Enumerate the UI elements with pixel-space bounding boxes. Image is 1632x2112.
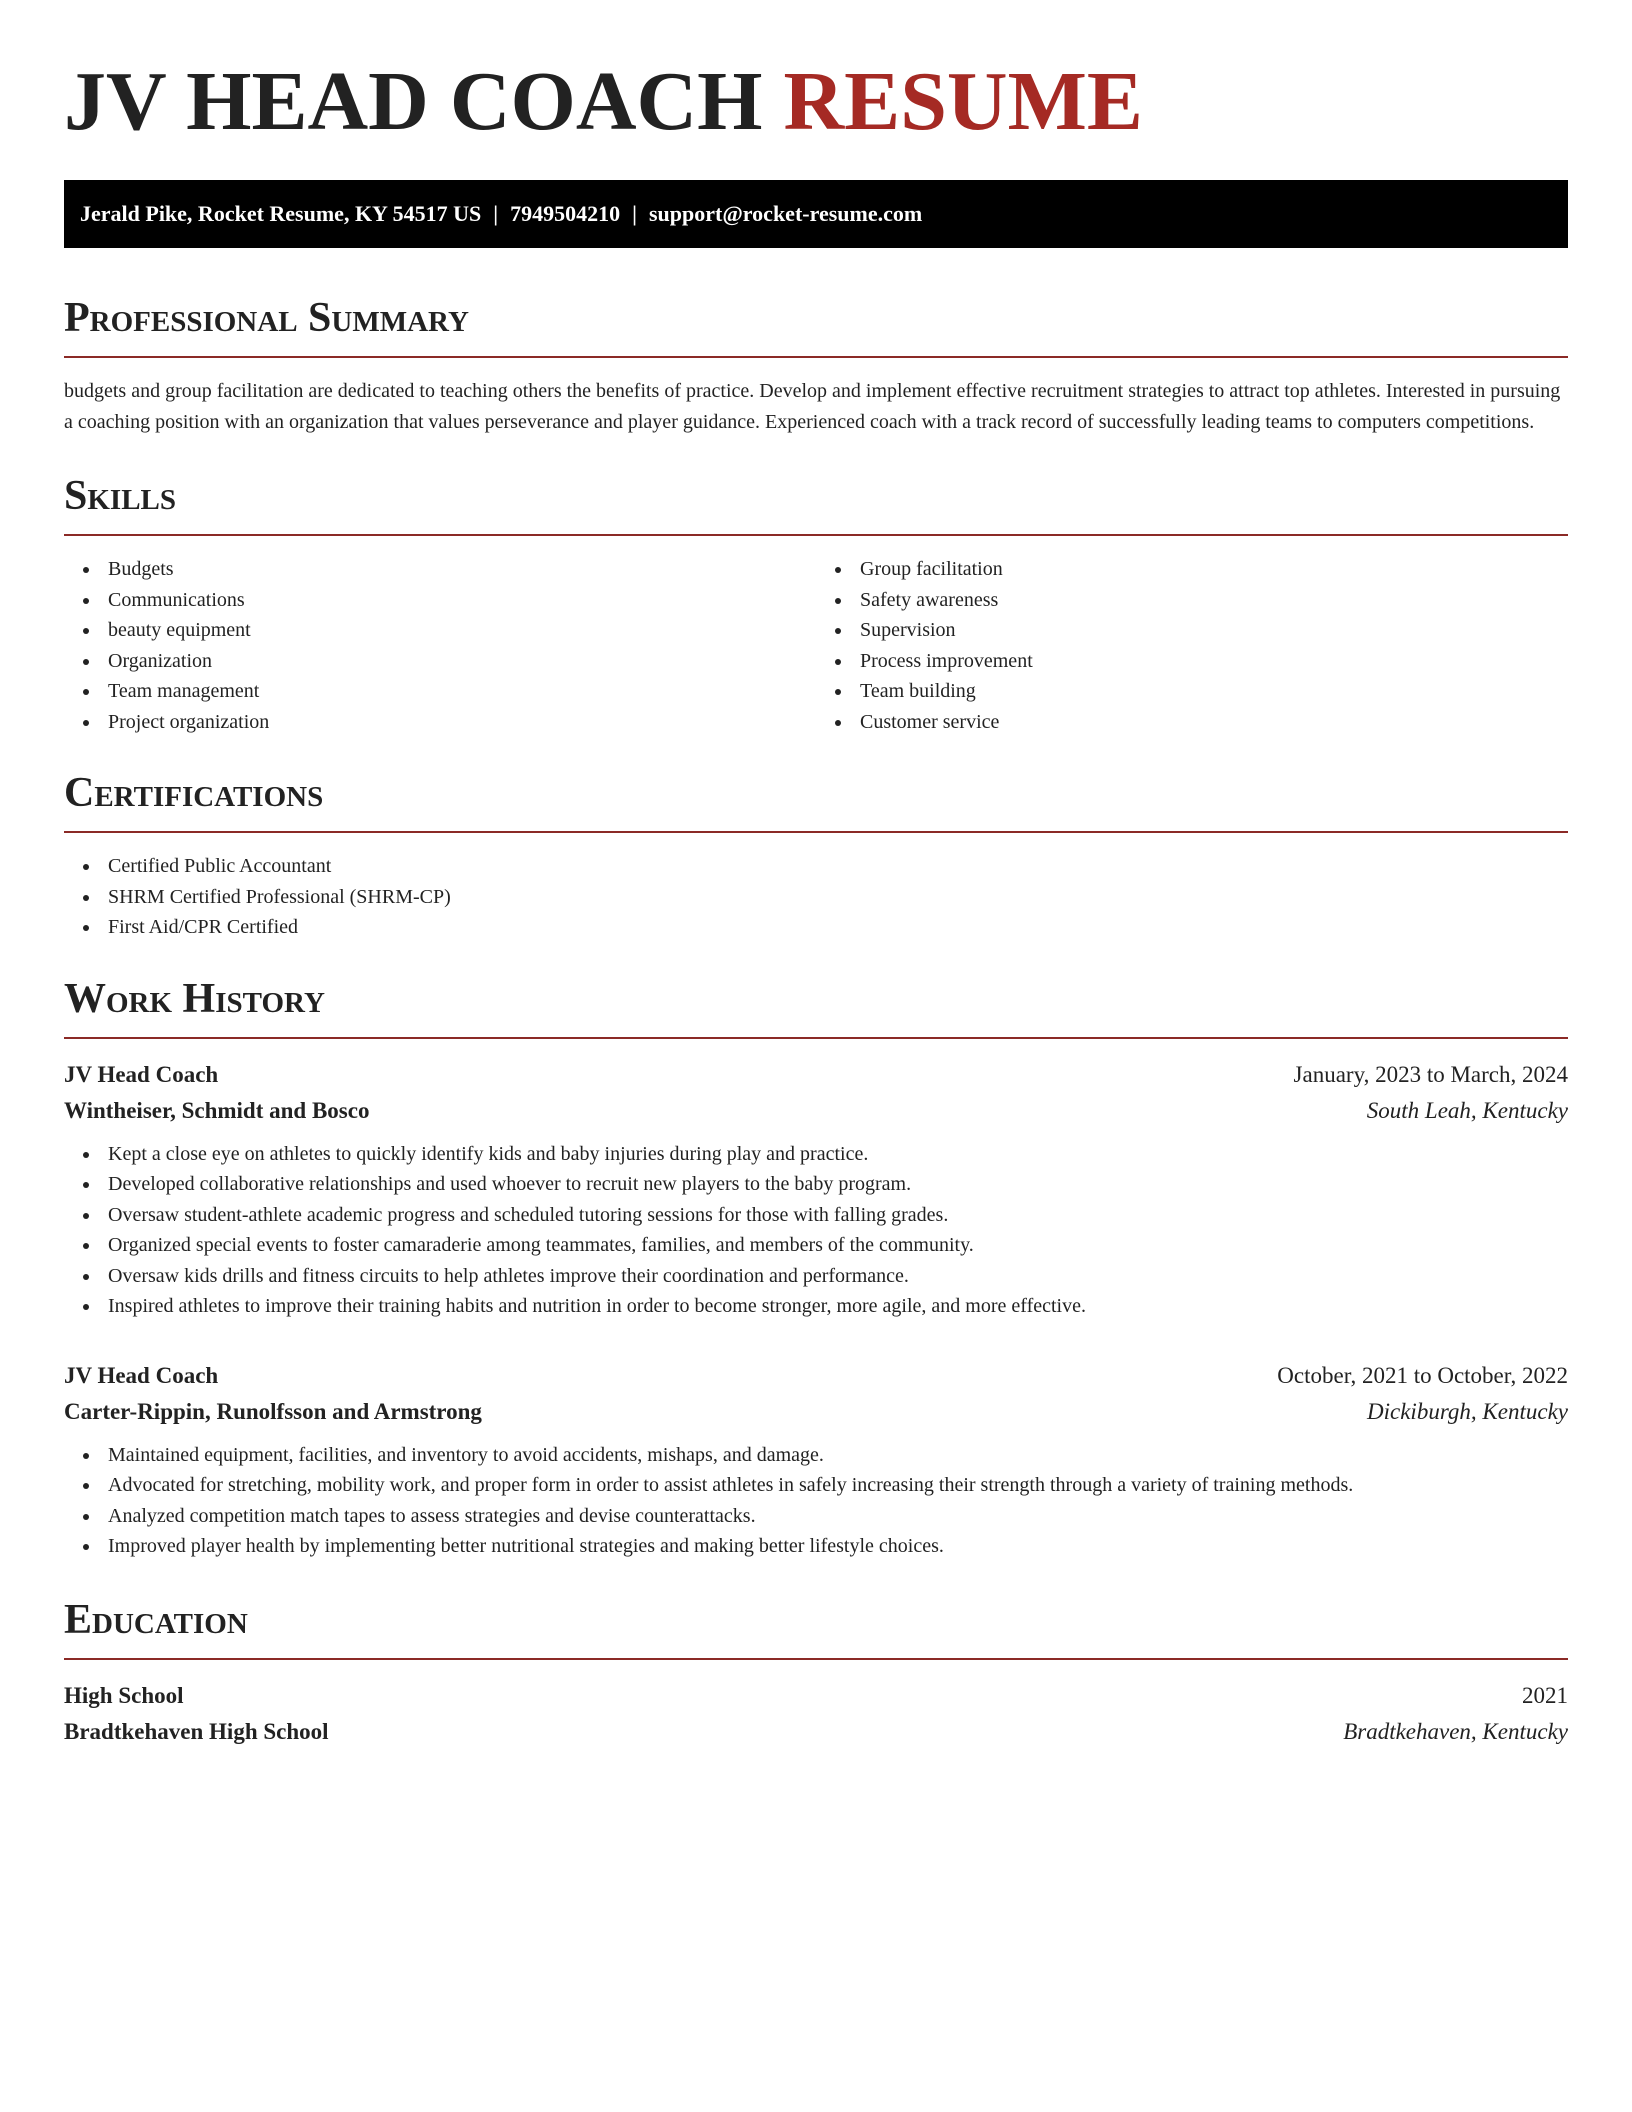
contact-separator: | <box>632 201 637 226</box>
job-dates: October, 2021 to October, 2022 <box>1277 1362 1568 1388</box>
certifications-section <box>64 767 1568 943</box>
skill-item: Safety awareness <box>860 585 1568 616</box>
education-year: 2021 <box>1522 1682 1568 1708</box>
job-company: Carter-Rippin, Runolfsson and Armstrong <box>64 1398 482 1424</box>
education-section <box>64 1594 1568 1750</box>
section-divider <box>64 1037 1568 1039</box>
contact-email: support@rocket-resume.com <box>648 201 923 226</box>
skills-grid <box>64 554 1568 737</box>
job-duty: Advocated for stretching, mobility work, and proper form in order to assist athletes in safely increasing their strength through a variety of training methods. <box>108 1470 1568 1501</box>
contact-phone: 7949504210 <box>510 201 621 226</box>
section-divider <box>64 356 1568 358</box>
job-duty: Oversaw kids drills and fitness circuits to help athletes improve their coordination and performance. <box>108 1261 1568 1292</box>
job-duty: Organized special events to foster camaraderie among teammates, families, and members of the community. <box>108 1230 1568 1261</box>
section-heading-certifications: Certifications <box>64 770 324 816</box>
skill-item: Supervision <box>860 615 1568 646</box>
education-school: Bradtkehaven High School <box>64 1718 329 1744</box>
job-company: Wintheiser, Schmidt and Bosco <box>64 1097 370 1123</box>
job-header-row <box>64 1358 1568 1394</box>
section-heading-skills: Skills <box>64 473 177 519</box>
job-location: Dickiburgh, Kentucky <box>1367 1398 1568 1424</box>
skill-item: Team management <box>108 676 816 707</box>
contact-separator: | <box>493 201 499 226</box>
education-header-row <box>64 1678 1568 1714</box>
section-divider <box>64 534 1568 536</box>
skill-item: Organization <box>108 646 816 677</box>
skill-item: Communications <box>108 585 816 616</box>
job-header-row <box>64 1057 1568 1093</box>
job-duties-list <box>64 1440 1568 1562</box>
resume-title <box>64 52 1568 152</box>
job-company-row <box>64 1394 1568 1430</box>
job-duty: Developed collaborative relationships and used whoever to recruit new players to the baby program. <box>108 1169 1568 1200</box>
contact-address: Jerald Pike, Rocket Resume, KY 54517 US <box>80 201 482 226</box>
skill-item: Team building <box>860 676 1568 707</box>
work-history-section <box>64 973 1568 1562</box>
job-duty: Analyzed competition match tapes to assess strategies and devise counterattacks. <box>108 1501 1568 1532</box>
skill-item: Customer service <box>860 707 1568 738</box>
education-location: Bradtkehaven, Kentucky <box>1343 1718 1568 1744</box>
education-degree: High School <box>64 1682 184 1708</box>
job-duty: Improved player health by implementing better nutritional strategies and making better lifestyle choices. <box>108 1531 1568 1562</box>
skill-item: Project organization <box>108 707 816 738</box>
education-school-row <box>64 1714 1568 1750</box>
title-resume: RESUME <box>783 55 1143 148</box>
certification-item: First Aid/CPR Certified <box>108 912 1568 943</box>
job-duty: Maintained equipment, facilities, and inventory to avoid accidents, mishaps, and damage. <box>108 1440 1568 1471</box>
job-entry <box>64 1358 1568 1562</box>
summary-section <box>64 292 1568 438</box>
skill-item: Group facilitation <box>860 554 1568 585</box>
education-entry <box>64 1678 1568 1750</box>
job-duty: Oversaw student-athlete academic progress and scheduled tutoring sessions for those with falling grades. <box>108 1200 1568 1231</box>
skills-column-left <box>64 554 816 737</box>
job-location: South Leah, Kentucky <box>1366 1097 1568 1123</box>
section-divider <box>64 1658 1568 1660</box>
job-duty: Inspired athletes to improve their training habits and nutrition in order to become stronger, more agile, and more effective. <box>108 1291 1568 1322</box>
job-duties-list <box>64 1139 1568 1322</box>
job-company-row <box>64 1093 1568 1129</box>
section-heading-summary: Professional Summary <box>64 295 469 341</box>
section-divider <box>64 831 1568 833</box>
contact-bar <box>64 180 1568 248</box>
skill-item: beauty equipment <box>108 615 816 646</box>
job-title: JV Head Coach <box>64 1061 219 1087</box>
job-duty: Kept a close eye on athletes to quickly identify kids and baby injuries during play and practice. <box>108 1139 1568 1170</box>
skill-item: Budgets <box>108 554 816 585</box>
job-entry <box>64 1057 1568 1322</box>
job-dates: January, 2023 to March, 2024 <box>1293 1061 1568 1087</box>
section-heading-work: Work History <box>64 975 325 1022</box>
section-heading-education: Education <box>64 1596 248 1643</box>
job-title: JV Head Coach <box>64 1362 219 1388</box>
summary-text: budgets and group facilitation are dedicated to teaching others the benefits of practice. Develop and implement effective recruitment strategies to attract top athletes. Interested in pursuing a coaching position with an organization that values perseverance and player guidance. Experienced coach with a track record of successfully leading teams to computers competitions. <box>64 380 1561 433</box>
skills-column-right <box>816 554 1568 737</box>
certifications-list <box>64 851 1568 943</box>
certification-item: SHRM Certified Professional (SHRM-CP) <box>108 882 1568 913</box>
skills-section <box>64 470 1568 737</box>
certification-item: Certified Public Accountant <box>108 851 1568 882</box>
skill-item: Process improvement <box>860 646 1568 677</box>
title-role: JV HEAD COACH <box>64 55 763 148</box>
